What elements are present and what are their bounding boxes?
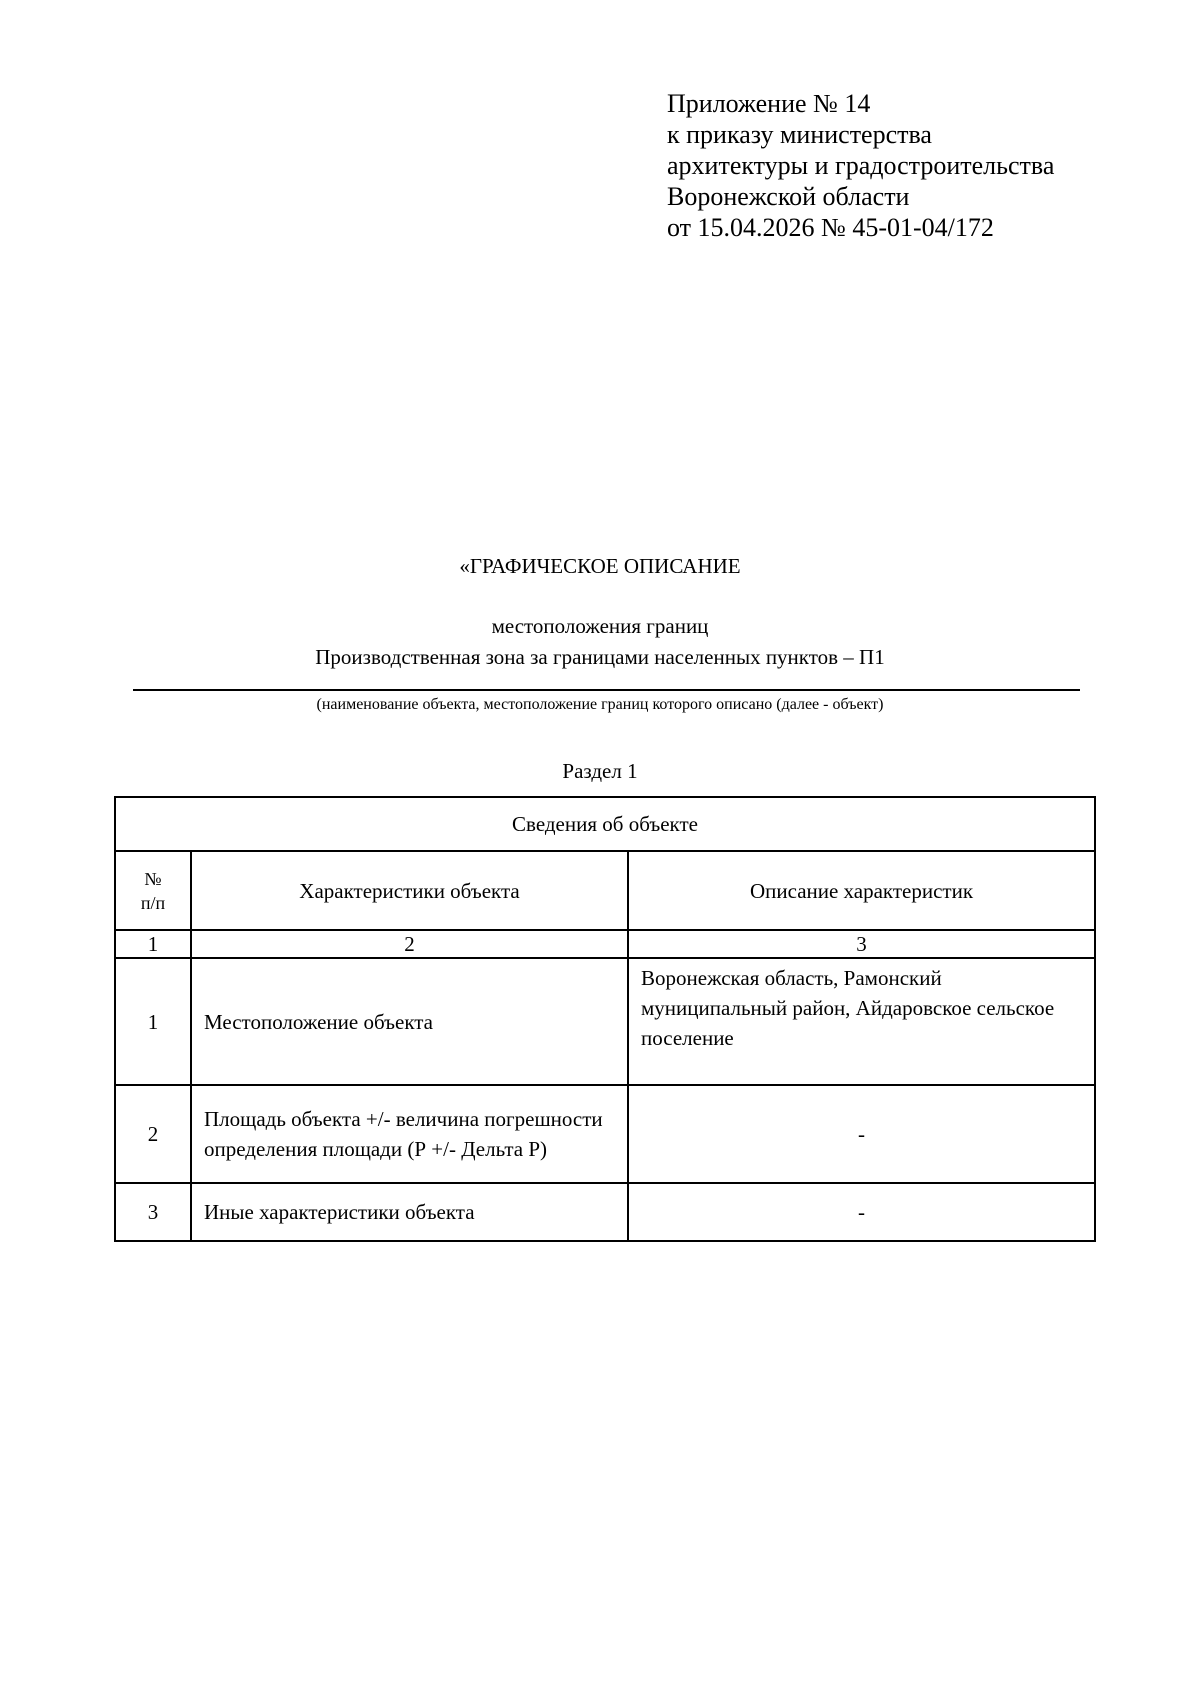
object-name: Производственная зона за границами населенных пунктов – П1 xyxy=(315,645,885,669)
appendix-line: от 15.04.2026 № 45-01-04/172 xyxy=(667,213,994,242)
object-info-table xyxy=(114,796,1096,1242)
table-caption: Сведения об объекте xyxy=(115,797,1095,851)
document-title: «ГРАФИЧЕСКОЕ ОПИСАНИЕ xyxy=(459,554,741,578)
header-num-line: п/п xyxy=(140,892,166,913)
section-heading: Раздел 1 xyxy=(562,759,638,783)
table-row xyxy=(115,1085,1095,1183)
underline-rule xyxy=(133,689,1080,691)
appendix-line: архитектуры и градостроительства xyxy=(667,151,1055,180)
row-characteristic: Площадь объекта +/- величина погрешности определения площади (Р +/- Дельта Р) xyxy=(191,1085,628,1183)
column-number: 2 xyxy=(191,930,628,958)
row-characteristic: Местоположение объекта xyxy=(191,958,628,1085)
header-characteristics: Характеристики объекта xyxy=(191,851,628,930)
table-row xyxy=(115,958,1095,1085)
table-header-row xyxy=(115,851,1095,930)
table-row xyxy=(115,1183,1095,1241)
column-number: 1 xyxy=(115,930,191,958)
document-subtitle xyxy=(0,611,1200,673)
appendix-line: Приложение № 14 xyxy=(667,89,871,118)
table-caption-row xyxy=(115,797,1095,851)
column-number: 3 xyxy=(628,930,1095,958)
object-caption: (наименование объекта, местоположение границ которого описано (далее - объект) xyxy=(316,696,884,713)
appendix-block xyxy=(667,88,1054,243)
row-characteristic: Иные характеристики объекта xyxy=(191,1183,628,1241)
appendix-line: Воронежской области xyxy=(667,182,910,211)
row-num: 2 xyxy=(115,1085,191,1183)
row-num: 3 xyxy=(115,1183,191,1241)
appendix-line: к приказу министерства xyxy=(667,120,932,149)
row-num: 1 xyxy=(115,958,191,1085)
header-num xyxy=(115,851,191,930)
header-num-line: № xyxy=(144,868,162,889)
row-description: - xyxy=(628,1085,1095,1183)
column-number-row xyxy=(115,930,1095,958)
header-description: Описание характеристик xyxy=(628,851,1095,930)
row-description: - xyxy=(628,1183,1095,1241)
subtitle-line: местоположения границ xyxy=(491,614,709,638)
row-description: Воронежская область, Рамонский муниципальный район, Айдаровское сельское поселение xyxy=(628,958,1095,1085)
